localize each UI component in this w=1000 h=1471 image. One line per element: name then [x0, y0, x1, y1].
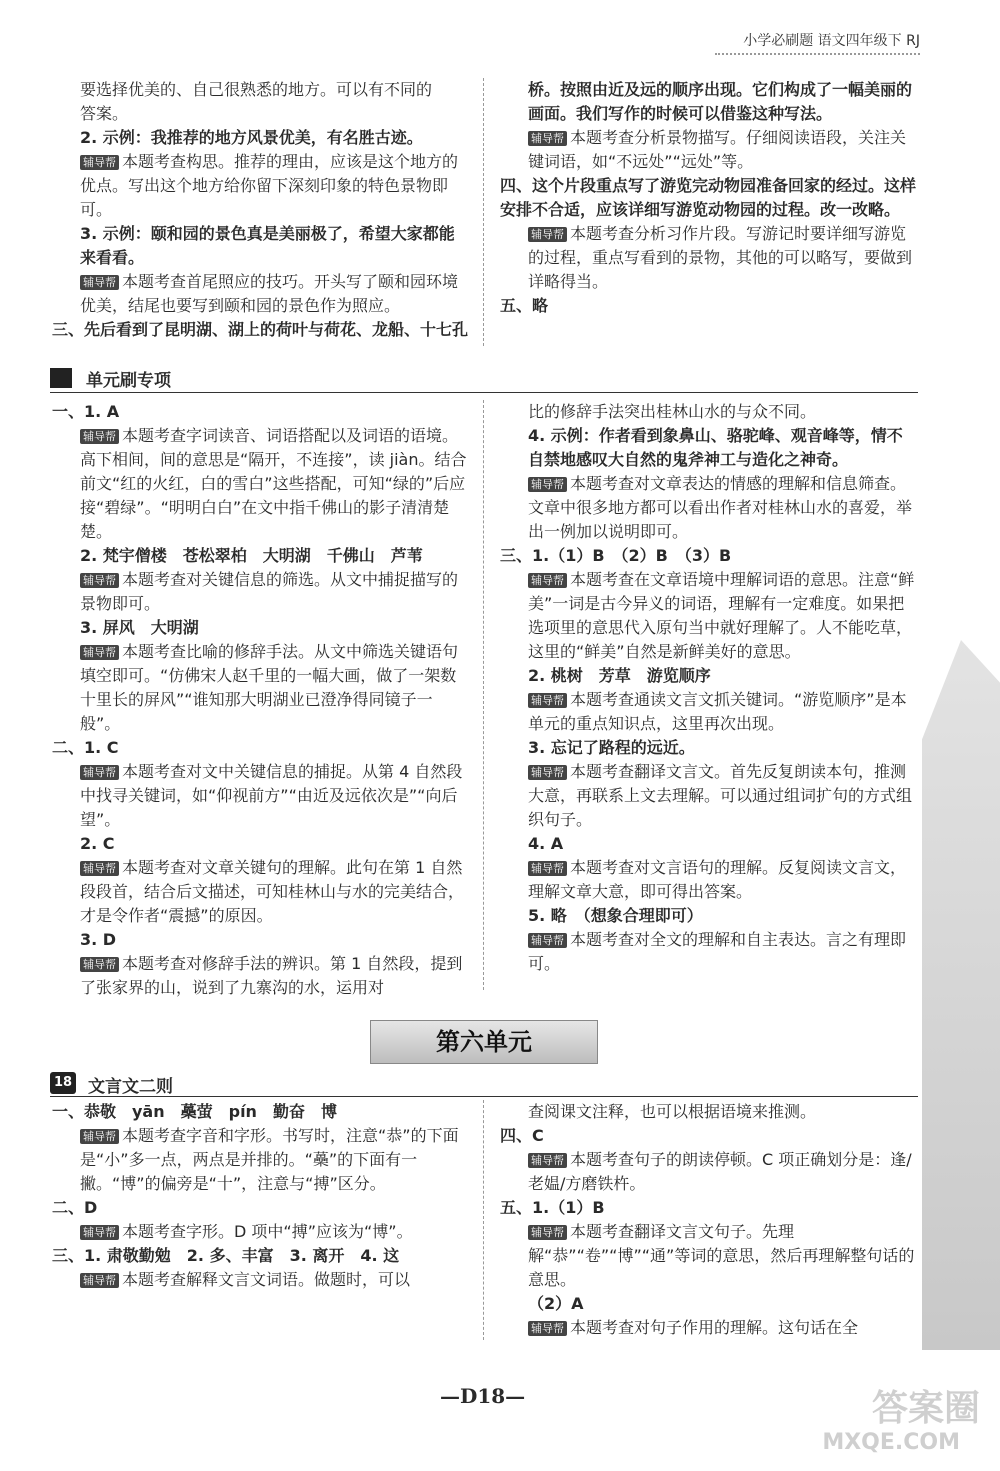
answer-line: 一、1. A: [52, 402, 120, 421]
tutor-badge: 辅导帮: [528, 1321, 567, 1336]
explanation: 辅导帮 本题考查句子的朗读停顿。C 项正确划分是：逢/老媪/方磨铁杵。: [528, 1150, 912, 1193]
answer-line: 桥。按照由近及远的顺序出现。它们构成了一幅美丽的画面。我们写作的时候可以借鉴这种写法。: [528, 80, 913, 123]
answer-line: 五、略: [500, 296, 549, 315]
answer-line: 4. 示例：作者看到象鼻山、骆驼峰、观音峰等，情不自禁地感叹大自然的鬼斧神工与造化之神奇。: [528, 426, 903, 469]
answer-line: 三、1. 肃敬勤勉 2. 多、丰富 3. 离开 4. 这: [52, 1246, 400, 1265]
text-line: 要选择优美的、自己很熟悉的地方。可以有不同的: [80, 80, 433, 99]
answer-line: 3. 忘记了路程的远近。: [528, 738, 695, 757]
text-line: 比的修辞手法突出桂林山水的与众不同。: [528, 402, 817, 421]
explanation: 辅导帮 本题考查分析景物描写。仔细阅读语段，关注关键词语，如“不远处”“远处”等。: [528, 128, 907, 171]
explanation: 辅导帮 本题考查翻译文言文。首先反复朗读本句，推测大意，再联系上文去理解。可以通过组词扩句的方式组织句子。: [528, 762, 913, 829]
tutor-badge: 辅导帮: [528, 573, 567, 588]
answer-line: 4. A: [528, 834, 564, 853]
explanation: 辅导帮 本题考查翻译文言文句子。先理解“恭”“卷”“博”“通”等词的意思，然后再理解整句话的意思。: [528, 1222, 915, 1289]
explanation: 辅导帮 本题考查对文章表达的情感的理解和信息筛查。文章中很多地方都可以看出作者对桂林山水的喜爱，举出一例加以说明即可。: [528, 474, 913, 541]
explanation: 辅导帮 本题考查对全文的理解和自主表达。言之有理即可。: [528, 930, 907, 973]
explanation: 辅导帮 本题考查在文章语境中理解词语的意思。注意“鲜美”一词是古今异义的词语，理解有一定难度。如果把选项里的意思代入原句当中就好理解了。人不能吃草，这里的“鲜美”自然是新鲜美好的意思。: [528, 570, 915, 661]
side-decoration: [922, 640, 1000, 1350]
explanation: 辅导帮 本题考查字形。D 项中“搏”应该为“博”。: [52, 1220, 470, 1244]
tutor-badge: 辅导帮: [80, 1273, 119, 1288]
tutor-badge: 辅导帮: [80, 1129, 119, 1144]
tutor-badge: 辅导帮: [528, 131, 567, 146]
watermark-logo: 答案圈: [871, 1388, 980, 1429]
answer-line: 3. 示例：颐和园的景色真是美丽极了，希望大家都能来看看。: [80, 224, 455, 267]
answer-line: （2）A: [528, 1294, 584, 1313]
answer-line: 3. D: [80, 930, 117, 949]
answer-line: 2. 梵宇僧楼 苍松翠柏 大明湖 千佛山 芦苇: [80, 546, 423, 565]
unit-banner: 第六单元: [370, 1020, 598, 1064]
tutor-badge: 辅导帮: [80, 957, 119, 972]
answer-line: 三、1.（1）B （2）B （3）B: [500, 546, 732, 565]
explanation: 辅导帮 本题考查字音和字形。书写时，注意“恭”的下面是“小”多一点，两点是并排的。“蘽”的下面有一撇。“博”的偏旁是“十”，注意与“搏”区分。: [80, 1126, 459, 1193]
part1-left-column: [52, 78, 470, 342]
part3-right-column: [500, 1100, 918, 1340]
tutor-badge: 辅导帮: [80, 765, 119, 780]
section-rule: [50, 392, 918, 393]
column-divider: [483, 400, 484, 990]
section-title: 单元刷专项: [86, 371, 171, 391]
answer-line: 三、先后看到了昆明湖、湖上的荷叶与荷花、龙船、十七孔: [52, 320, 469, 339]
tutor-badge: 辅导帮: [528, 227, 567, 242]
header-dots: [715, 53, 920, 55]
part2-right-column: [500, 400, 918, 976]
answer-line: 四、这个片段重点写了游览完动物园准备回家的经过。这样安排不合适，应该详细写游览动物园的过程。改一改略。: [500, 176, 917, 219]
answer-line: 五、1.（1）B: [500, 1198, 605, 1217]
explanation: 辅导帮 本题考查通读文言文抓关键词。“游览顺序”是本单元的重点知识点，这里再次出现。: [528, 690, 907, 733]
answer-line: 5. 略 （想象合理即可）: [528, 906, 703, 925]
lesson-number-badge: 18: [50, 1072, 76, 1094]
explanation: 辅导帮 本题考查对句子作用的理解。这句话在全: [500, 1316, 918, 1340]
answer-line: 二、1. C: [52, 738, 119, 757]
answer-line: 2. 示例：我推荐的地方风景优美，有名胜古迹。: [80, 128, 423, 147]
answer-line: 四、C: [500, 1126, 544, 1145]
tutor-badge: 辅导帮: [80, 861, 119, 876]
tutor-badge: 辅导帮: [528, 1225, 567, 1240]
part3-left-column: [52, 1100, 470, 1292]
explanation: 辅导帮 本题考查首尾照应的技巧。开头写了颐和园环境优美，结尾也要写到颐和园的景色作为照应。: [80, 272, 459, 315]
tutor-badge: 辅导帮: [80, 573, 119, 588]
explanation: 辅导帮 本题考查对修辞手法的辨识。第 1 自然段，提到了张家界的山，说到了九寨沟的水，运用对: [80, 954, 463, 997]
answer-line: 2. 桃树 芳草 游览顺序: [528, 666, 711, 685]
tutor-badge: 辅导帮: [80, 429, 119, 444]
answer-line: 3. 屏风 大明湖: [80, 618, 199, 637]
tutor-badge: 辅导帮: [528, 933, 567, 948]
answer-line: 2. C: [80, 834, 115, 853]
tutor-badge: 辅导帮: [80, 645, 119, 660]
tutor-badge: 辅导帮: [528, 477, 567, 492]
tutor-badge: 辅导帮: [528, 765, 567, 780]
tutor-badge: 辅导帮: [528, 693, 567, 708]
explanation: 辅导帮 本题考查对关键信息的筛选。从文中捕捉描写的景物即可。: [80, 570, 459, 613]
text-line: 查阅课文注释，也可以根据语境来推测。: [528, 1102, 817, 1121]
tutor-badge: 辅导帮: [528, 861, 567, 876]
column-divider: [483, 1100, 484, 1340]
watermark-url: MXQE.COM: [822, 1430, 960, 1455]
answer-line: 二、D: [52, 1198, 98, 1217]
text-line: 答案。: [80, 104, 129, 123]
column-divider: [483, 78, 484, 346]
explanation: 辅导帮 本题考查解释文言文词语。做题时，可以: [52, 1268, 470, 1292]
part2-left-column: [52, 400, 470, 1000]
explanation: 辅导帮 本题考查对文中关键信息的捕捉。从第 4 自然段中找寻关键词，如“仰视前方”“由近及远依次是”“向后望”。: [80, 762, 463, 829]
section-marker-icon: [50, 368, 72, 388]
section-title: 文言文二则: [88, 1077, 173, 1097]
explanation: 辅导帮 本题考查分析习作片段。写游记时要详细写游览的过程，重点写看到的景物，其他的可以略写，要做到详略得当。: [528, 224, 913, 291]
page-number: —D18—: [440, 1384, 526, 1408]
tutor-badge: 辅导帮: [80, 155, 119, 170]
tutor-badge: 辅导帮: [528, 1153, 567, 1168]
explanation: 辅导帮 本题考查比喻的修辞手法。从文中筛选关键语句填空即可。“仿佛宋人赵千里的一幅大画，做了一架数十里长的屏风”“谁知那大明湖业已澄净得同镜子一般”。: [80, 642, 459, 733]
page-header: 小学必刷题 语文四年级下 RJ: [743, 33, 920, 49]
section-rule: [50, 1096, 918, 1097]
part1-right-column: [500, 78, 918, 318]
answer-line: 一、恭敬 yān 蘽萤 pín 勤奋 博: [52, 1102, 337, 1121]
explanation: 辅导帮 本题考查对文章关键句的理解。此句在第 1 自然段段首，结合后文描述，可知桂林山与水的完美结合，才是令作者“震撼”的原因。: [80, 858, 465, 925]
explanation: 辅导帮 本题考查对文言语句的理解。反复阅读文言文，理解文章大意，即可得出答案。: [528, 858, 907, 901]
explanation: 辅导帮 本题考查字词读音、词语搭配以及词语的语境。高下相间，间的意思是“隔开，不连接”，读 jiàn。结合前文“红的火红，白的雪白”这些搭配，可知“绿的”后应接“碧绿”。“明明白白”在文中指千佛山的影子清清楚楚。: [80, 426, 467, 541]
explanation: 辅导帮 本题考查构思。推荐的理由，应该是这个地方的优点。写出这个地方给你留下深刻印象的特色景物即可。: [80, 152, 459, 219]
tutor-badge: 辅导帮: [80, 275, 119, 290]
tutor-badge: 辅导帮: [80, 1225, 119, 1240]
